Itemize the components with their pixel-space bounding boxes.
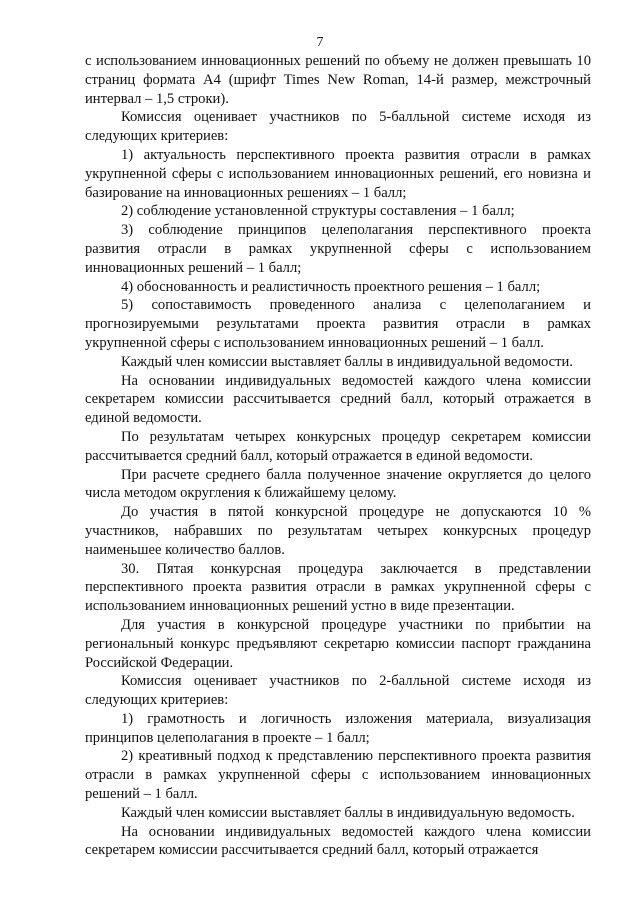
criterion-item-presentation-1: 1) грамотность и логичность изложения материала, визуализация принципов целеполагания в проекте – 1 балл; <box>85 710 591 746</box>
criterion-item-4: 4) обоснованность и реалистичность проектного решения – 1 балл; <box>121 278 541 295</box>
paragraph-section-30: 30. Пятая конкурсная процедура заключается в представлении перспективного проекта развития отрасли в рамках укрупненной сферы с использованием инновационных решений устно в виде презентации. <box>85 560 591 615</box>
paragraph-average-score: На основании индивидуальных ведомостей каждого члена комиссии секретарем комиссии рассчитывается средний балл, который отражается в единой ведомости. <box>85 372 591 427</box>
paragraph-passport: Для участия в конкурсной процедуре участники по прибытии на региональный конкурс предъявляют секретарю комиссии паспорт гражданина Российской Федерации. <box>85 616 591 671</box>
page-number: 7 <box>316 34 324 49</box>
paragraph-criteria-intro-5: Комиссия оценивает участников по 5-балльной системе исходя из следующих критериев: <box>85 109 591 145</box>
criterion-item-3: 3) соблюдение принципов целеполагания перспективного проекта развития отрасли в рамках укрупненной сферы с использованием инновационных решений – 1 балл; <box>85 222 591 276</box>
document-body <box>85 52 591 860</box>
paragraph-rounding: При расчете среднего балла полученное значение округляется до целого числа методом округления к ближайшему целому. <box>85 466 591 502</box>
paragraph-scoring: Каждый член комиссии выставляет баллы в индивидуальной ведомости. <box>121 353 573 370</box>
criterion-item-5: 5) сопоставимость проведенного анализа с целеполаганием и прогнозируемыми результатами проекта развития отрасли в рамках укрупненной сферы с использованием инновационных решений – 1 балл. <box>85 297 591 351</box>
criterion-item-presentation-2: 2) креативный подход к представлению перспективного проекта развития отрасли в рамках укрупненной сферы с использованием инновационных решений – 1 балл. <box>85 748 591 803</box>
paragraph-average-score-2: На основании индивидуальных ведомостей каждого члена комиссии секретарем комиссии рассчитывается средний балл, который отражается <box>85 823 591 859</box>
criterion-item-1: 1) актуальность перспективного проекта развития отрасли в рамках укрупненной сферы с использованием инновационных решений, его новизна и базирование на инновационных решениях – 1 балл; <box>85 146 591 201</box>
paragraph-criteria-intro-2: Комиссия оценивает участников по 2-балльной системе исходя из следующих критериев: <box>85 673 591 709</box>
paragraph-four-procedures: По результатам четырех конкурсных процедур секретарем комиссии рассчитывается средний балл, который отражается в единой ведомости. <box>85 428 591 464</box>
paragraph-continuation: с использованием инновационных решений по объему не должен превышать 10 страниц формата А4 (шрифт Times New Roman, 14-й размер, межстрочный интервал – 1,5 строки). <box>85 53 591 107</box>
paragraph-admission: До участия в пятой конкурсной процедуре не допускаются 10 % участников, набравших по результатам четырех конкурсных процедур наименьшее количество баллов. <box>85 504 591 558</box>
paragraph-scoring-2: Каждый член комиссии выставляет баллы в индивидуальную ведомость. <box>121 804 575 821</box>
criterion-item-2: 2) соблюдение установленной структуры составления – 1 балл; <box>121 203 515 220</box>
